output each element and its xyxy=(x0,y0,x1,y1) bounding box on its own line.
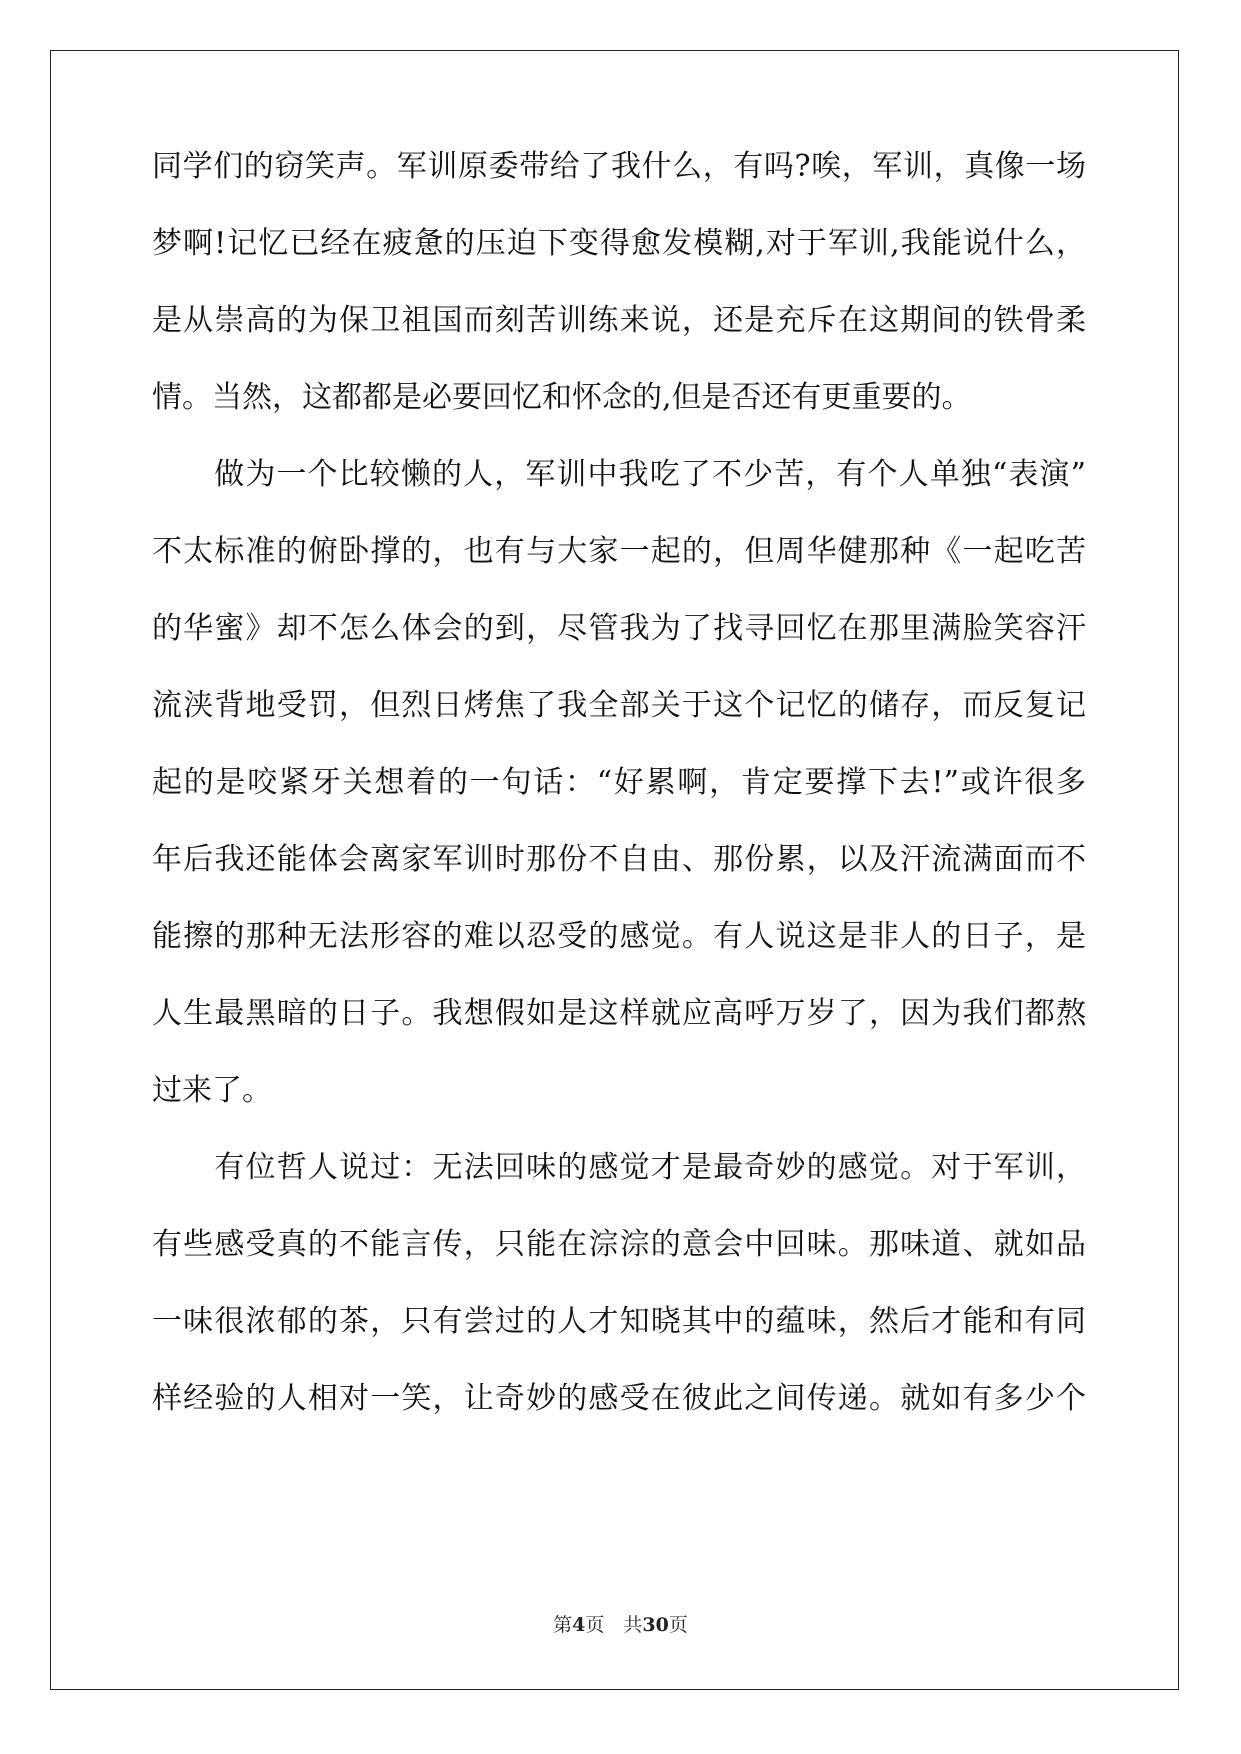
text-line: 年后我还能体会离家军训时那份不自由、那份累，以及汗流满面而不 xyxy=(152,842,1086,877)
text-line: 流浃背地受罚，但烈日烤焦了我全部关于这个记忆的储存，而反复记 xyxy=(152,688,1086,723)
text-line: 能擦的那种无法形容的难以忍受的感觉。有人说这是非人的日子，是 xyxy=(152,919,1086,954)
text-line: 有些感受真的不能言传，只能在淙淙的意会中回味。那味道、就如品 xyxy=(152,1227,1086,1262)
text-line: 的华蜜》却不怎么体会的到，尽管我为了找寻回忆在那里满脸笑容汗 xyxy=(152,611,1086,646)
text-line: 是从崇高的为保卫祖国而刻苦训练来说，还是充斥在这期间的铁骨柔 xyxy=(152,303,1086,338)
text-line: 样经验的人相对一笑，让奇妙的感受在彼此之间传递。就如有多少个 xyxy=(152,1381,1086,1416)
text-line: 做为一个比较懒的人，军训中我吃了不少苦，有个人单独“表演” xyxy=(152,457,1086,492)
page-footer xyxy=(0,1610,1241,1637)
text-line: 过来了。 xyxy=(152,1073,272,1108)
current-page-number: 4 xyxy=(572,1614,586,1636)
text-line: 同学们的窃笑声。军训原委带给了我什么，有吗?唉，军训，真像一场 xyxy=(152,149,1086,184)
text-line: 一味很浓郁的茶，只有尝过的人才知晓其中的蕴味，然后才能和有同 xyxy=(152,1304,1086,1339)
text-line: 有位哲人说过：无法回味的感觉才是最奇妙的感觉。对于军训， xyxy=(152,1150,1086,1185)
text-line: 人生最黑暗的日子。我想假如是这样就应高呼万岁了，因为我们都熬 xyxy=(152,996,1086,1031)
text-line: 起的是咬紧牙关想着的一句话：“好累啊，肯定要撑下去!”或许很多 xyxy=(152,765,1086,800)
text-line: 情。当然，这都都是必要回忆和怀念的,但是否还有更重要的。 xyxy=(152,380,972,415)
footer-suffix: 页 xyxy=(668,1614,688,1636)
footer-middle: 页 共 xyxy=(585,1614,643,1636)
text-line: 不太标准的俯卧撑的，也有与大家一起的，但周华健那种《一起吃苦 xyxy=(152,534,1086,569)
total-pages-number: 30 xyxy=(642,1614,669,1636)
text-line: 梦啊!记忆已经在疲惫的压迫下变得愈发模糊,对于军训,我能说什么， xyxy=(152,226,1086,261)
footer-prefix: 第 xyxy=(553,1614,573,1636)
